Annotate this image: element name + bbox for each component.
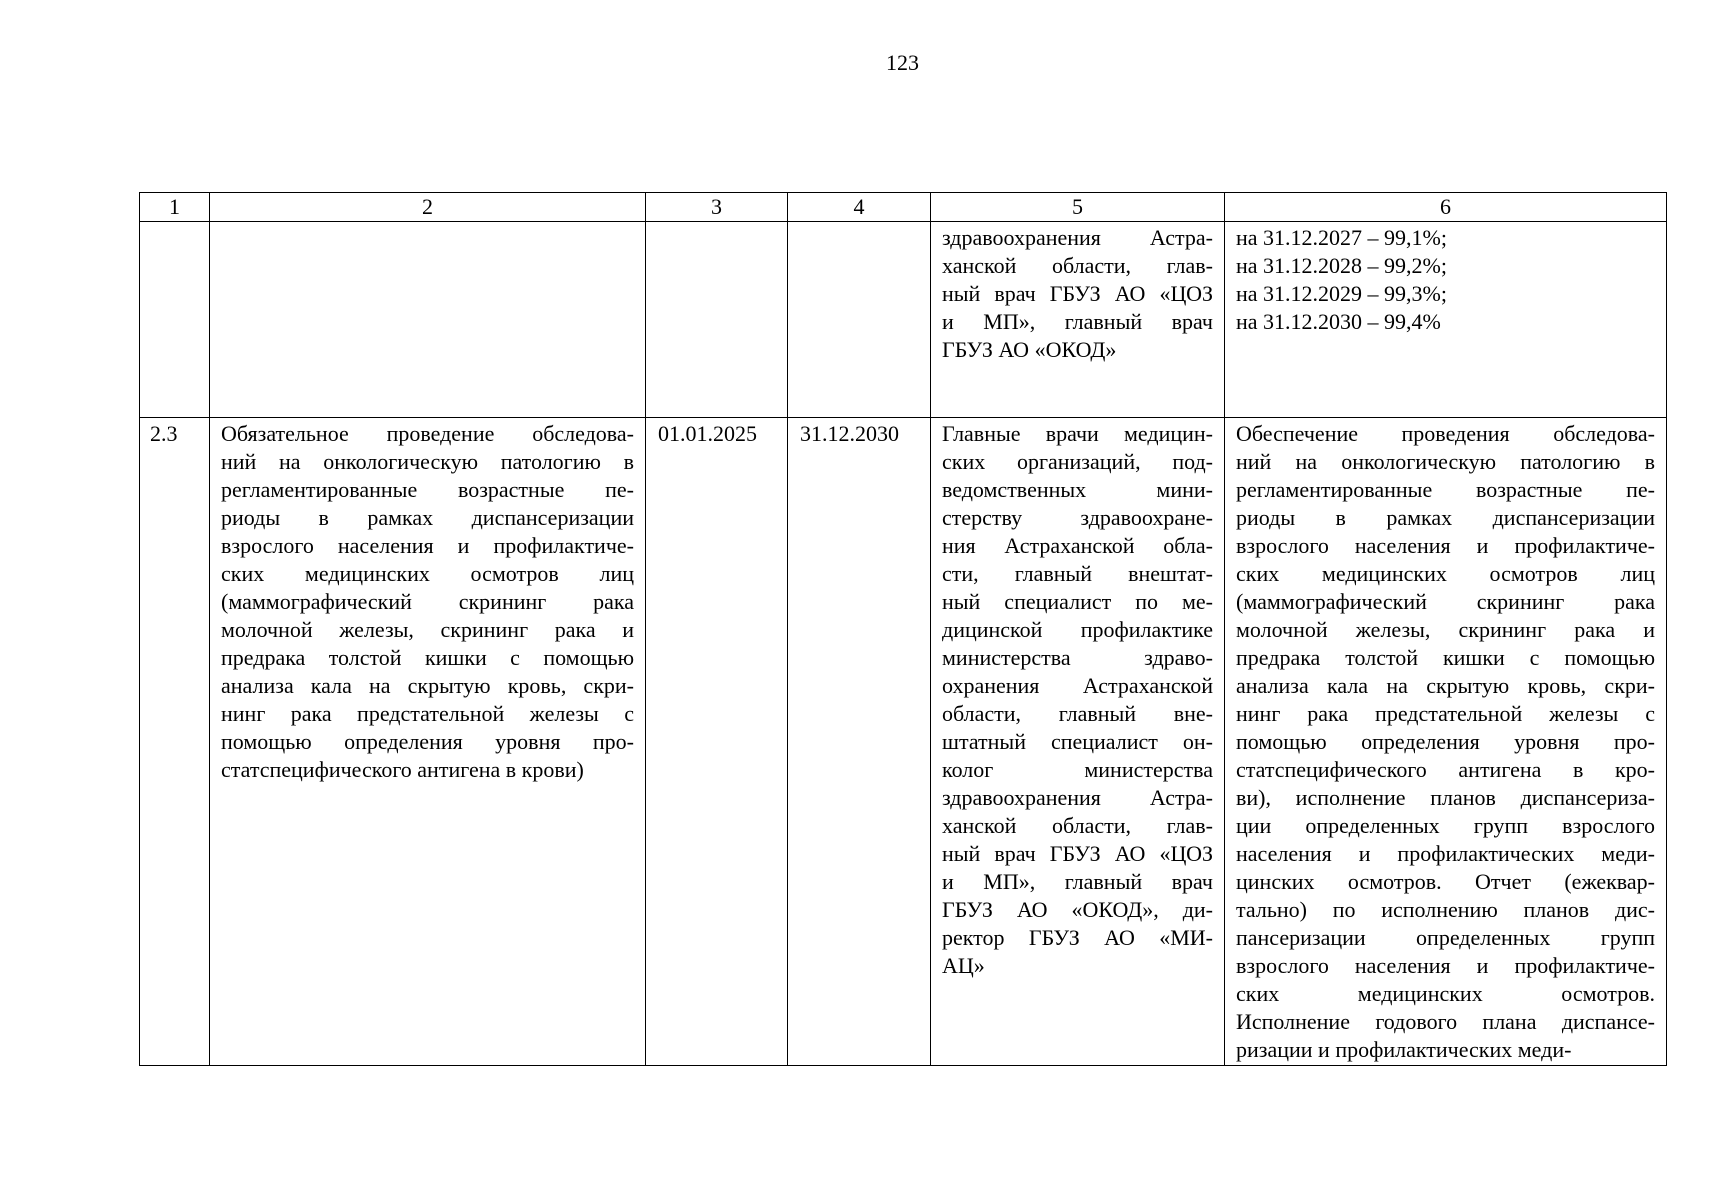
text-line: нинг рака предстательной железы с: [221, 701, 634, 726]
text-line: населения и профилактических меди-: [1236, 841, 1655, 866]
text-line: ний на онкологическую патологию в: [1236, 449, 1655, 474]
text-line: молочной железы, скрининг рака и: [221, 617, 634, 642]
column-header-6: 6: [1225, 193, 1667, 222]
measure-text-cell: [210, 418, 646, 1066]
text-line: сти, главный внештат-: [942, 561, 1213, 586]
text-line: молочной железы, скрининг рака и: [1236, 617, 1655, 642]
text-line: анализа кала на скрытую кровь, скри-: [1236, 673, 1655, 698]
text-line: дицинской профилактике: [942, 617, 1213, 642]
text-line: ви), исполнение планов диспансериза-: [1236, 785, 1655, 810]
text-line: области, главный вне-: [942, 701, 1213, 726]
text-line: колог министерства: [942, 757, 1213, 782]
text-line: ГБУЗ АО «ОКОД»: [942, 337, 1117, 362]
table-row-2-3: [140, 418, 1667, 1066]
text-line: пансеризации определенных групп: [1236, 925, 1655, 950]
responsible-text-cell: [931, 418, 1225, 1066]
text-line: ведомственных мини-: [942, 477, 1213, 502]
measures-table: [139, 192, 1667, 1066]
text-line: предрака толстой кишки с помощью: [1236, 645, 1655, 670]
text-line: на 31.12.2030 – 99,4%: [1236, 309, 1441, 334]
text-line: на 31.12.2027 – 99,1%;: [1236, 225, 1447, 250]
column-number-row: [140, 193, 1667, 222]
column-header-2: 2: [210, 193, 646, 222]
text-line: тально) по исполнению планов дис-: [1236, 897, 1655, 922]
continuation-start-cell: [646, 222, 788, 418]
text-line: ректор ГБУЗ АО «МИ-: [942, 925, 1213, 950]
result-text-cell: [1225, 418, 1667, 1066]
text-line: (маммографический скрининг рака: [1236, 589, 1655, 614]
text-line: Главные врачи медицин-: [942, 421, 1213, 446]
text-line: (маммографический скрининг рака: [221, 589, 634, 614]
text-line: на 31.12.2029 – 99,3%;: [1236, 281, 1447, 306]
text-line: здравоохранения Астра-: [942, 785, 1213, 810]
text-line: статспецифического антигена в кро-: [1236, 757, 1655, 782]
text-line: регламентированные возрастные пе-: [1236, 477, 1655, 502]
text-line: ции определенных групп взрослого: [1236, 813, 1655, 838]
continuation-responsible-cell: [931, 222, 1225, 418]
text-line: взрослого населения и профилактиче-: [1236, 533, 1655, 558]
text-line: ских медицинских осмотров.: [1236, 981, 1655, 1006]
text-line: взрослого населения и профилактиче-: [221, 533, 634, 558]
text-line: на 31.12.2028 – 99,2%;: [1236, 253, 1447, 278]
column-header-1: 1: [140, 193, 210, 222]
text-line: ный специалист по ме-: [942, 589, 1213, 614]
text-line: ханской области, глав-: [942, 813, 1213, 838]
column-header-3: 3: [646, 193, 788, 222]
table-row-continuation: [140, 222, 1667, 418]
text-line: ризации и профилактических меди-: [1236, 1037, 1572, 1062]
text-line: риоды в рамках диспансеризации: [221, 505, 634, 530]
text-line: здравоохранения Астра-: [942, 225, 1213, 250]
text-line: помощью определения уровня про-: [1236, 729, 1655, 754]
text-line: штатный специалист он-: [942, 729, 1213, 754]
text-line: ских организаций, под-: [942, 449, 1213, 474]
text-line: ный врач ГБУЗ АО «ЦОЗ: [942, 841, 1213, 866]
text-line: риоды в рамках диспансеризации: [1236, 505, 1655, 530]
continuation-measure-cell: [210, 222, 646, 418]
text-line: цинских осмотров. Отчет (ежеквар-: [1236, 869, 1655, 894]
text-line: и МП», главный врач: [942, 309, 1213, 334]
continuation-end-cell: [788, 222, 931, 418]
text-line: взрослого населения и профилактиче-: [1236, 953, 1655, 978]
row-number-cell: 2.3: [140, 418, 210, 1066]
start-date-cell: 01.01.2025: [646, 418, 788, 1066]
text-line: и МП», главный врач: [942, 869, 1213, 894]
page-number: 123: [886, 50, 919, 75]
text-line: ний на онкологическую патологию в: [221, 449, 634, 474]
text-line: ный врач ГБУЗ АО «ЦОЗ: [942, 281, 1213, 306]
text-line: анализа кала на скрытую кровь, скри-: [221, 673, 634, 698]
text-line: Обязательное проведение обследова-: [221, 421, 634, 446]
text-line: предрака толстой кишки с помощью: [221, 645, 634, 670]
text-line: регламентированные возрастные пе-: [221, 477, 634, 502]
text-line: статспецифического антигена в крови): [221, 757, 584, 782]
text-line: Обеспечение проведения обследова-: [1236, 421, 1655, 446]
text-line: министерства здраво-: [942, 645, 1213, 670]
continuation-number-cell: [140, 222, 210, 418]
text-line: Исполнение годового плана диспансе-: [1236, 1009, 1655, 1034]
column-header-4: 4: [788, 193, 931, 222]
text-line: ских медицинских осмотров лиц: [1236, 561, 1655, 586]
text-line: охранения Астраханской: [942, 673, 1213, 698]
end-date-cell: 31.12.2030: [788, 418, 931, 1066]
text-line: ния Астраханской обла-: [942, 533, 1213, 558]
text-line: ханской области, глав-: [942, 253, 1213, 278]
column-header-5: 5: [931, 193, 1225, 222]
text-line: АЦ»: [942, 953, 985, 978]
text-line: стерству здравоохране-: [942, 505, 1213, 530]
text-line: ГБУЗ АО «ОКОД», ди-: [942, 897, 1213, 922]
continuation-result-cell: [1225, 222, 1667, 418]
text-line: ских медицинских осмотров лиц: [221, 561, 634, 586]
text-line: помощью определения уровня про-: [221, 729, 634, 754]
text-line: нинг рака предстательной железы с: [1236, 701, 1655, 726]
